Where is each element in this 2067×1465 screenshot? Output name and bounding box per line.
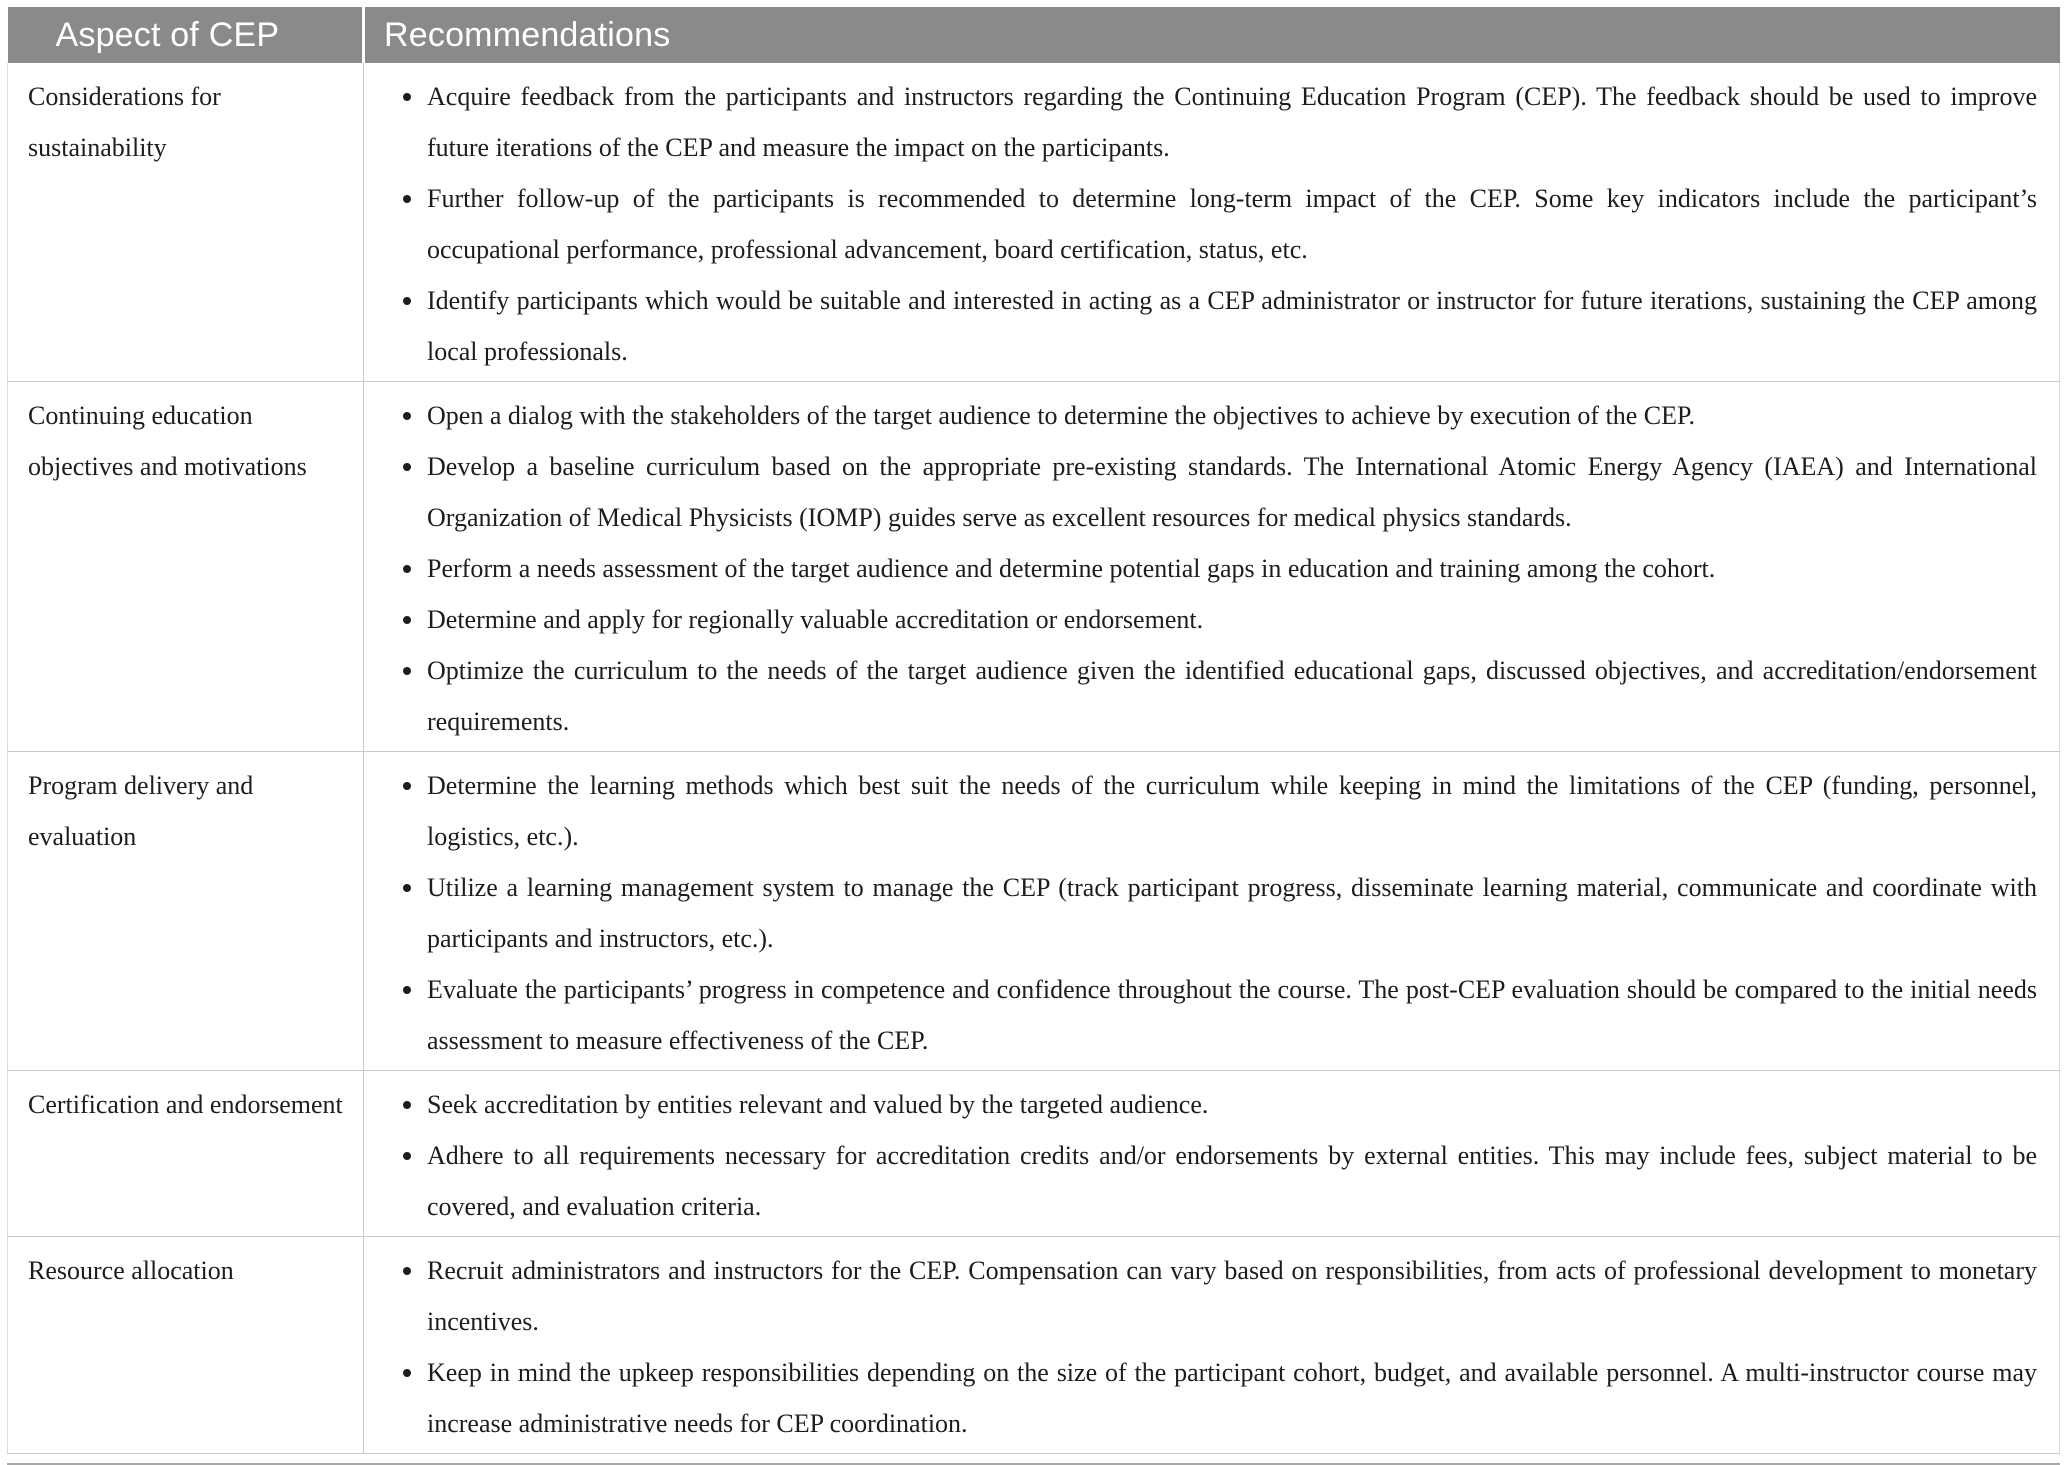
header-row [8,7,2060,63]
column-header-aspect: Aspect of CEP [8,7,364,63]
table-row [8,1071,2060,1237]
cep-recommendations-table [7,7,2060,1454]
recommendation-item: Determine and apply for regionally valuable accreditation or endorsement. [400,594,2037,645]
table-row [8,1237,2060,1454]
recommendation-item: Keep in mind the upkeep responsibilities depending on the size of the participant cohort, budget, and available personnel. A multi-instructor course may increase administrative needs for CEP coordination. [400,1347,2037,1449]
recommendations-cell [364,382,2060,752]
table-row [8,63,2060,382]
recommendations-cell [364,1071,2060,1237]
table-header [8,7,2060,63]
recommendation-item: Recruit administrators and instructors for the CEP. Compensation can vary based on responsibilities, from acts of professional development to monetary incentives. [400,1245,2037,1347]
recommendation-item: Develop a baseline curriculum based on the appropriate pre-existing standards. The International Atomic Energy Agency (IAEA) and International Organization of Medical Physicists (IOMP) guides serve as excellent resources for medical physics standards. [400,441,2037,543]
table-row [8,752,2060,1071]
recommendation-list [400,71,2037,377]
recommendation-item: Seek accreditation by entities relevant and valued by the targeted audience. [400,1079,2037,1130]
recommendation-item: Open a dialog with the stakeholders of the target audience to determine the objectives to achieve by execution of the CEP. [400,390,2037,441]
recommendation-list [400,1245,2037,1449]
recommendation-item: Further follow-up of the participants is recommended to determine long-term impact of the CEP. Some key indicators include the participant’s occupational performance, professional advancement, board certification, status, etc. [400,173,2037,275]
table-row [8,382,2060,752]
recommendation-item: Identify participants which would be suitable and interested in acting as a CEP administrator or instructor for future iterations, sustaining the CEP among local professionals. [400,275,2037,377]
aspect-cell: Certification and endorsement [8,1071,364,1237]
column-header-recommendations: Recommendations [364,7,2060,63]
recommendation-item: Evaluate the participants’ progress in competence and confidence throughout the course. The post-CEP evaluation should be compared to the initial needs assessment to measure effectiveness of the CEP. [400,964,2037,1066]
recommendation-item: Optimize the curriculum to the needs of the target audience given the identified educational gaps, discussed objectives, and accreditation/endorsement requirements. [400,645,2037,747]
recommendation-item: Adhere to all requirements necessary for accreditation credits and/or endorsements by external entities. This may include fees, subject material to be covered, and evaluation criteria. [400,1130,2037,1232]
recommendation-item: Determine the learning methods which best suit the needs of the curriculum while keeping in mind the limitations of the CEP (funding, personnel, logistics, etc.). [400,760,2037,862]
recommendation-item: Utilize a learning management system to manage the CEP (track participant progress, disseminate learning material, communicate and coordinate with participants and instructors, etc.). [400,862,2037,964]
table-body [8,63,2060,1454]
recommendation-list [400,390,2037,747]
aspect-cell: Resource allocation [8,1237,364,1454]
recommendations-cell [364,63,2060,382]
recommendations-cell [364,752,2060,1071]
aspect-cell: Considerations for sustainability [8,63,364,382]
aspect-cell: Program delivery and evaluation [8,752,364,1071]
recommendations-cell [364,1237,2060,1454]
recommendation-item: Perform a needs assessment of the target audience and determine potential gaps in education and training among the cohort. [400,543,2037,594]
recommendation-list [400,1079,2037,1232]
recommendation-item: Acquire feedback from the participants and instructors regarding the Continuing Education Program (CEP). The feedback should be used to improve future iterations of the CEP and measure the impact on the participants. [400,71,2037,173]
recommendation-list [400,760,2037,1066]
aspect-cell: Continuing education objectives and motivations [8,382,364,752]
